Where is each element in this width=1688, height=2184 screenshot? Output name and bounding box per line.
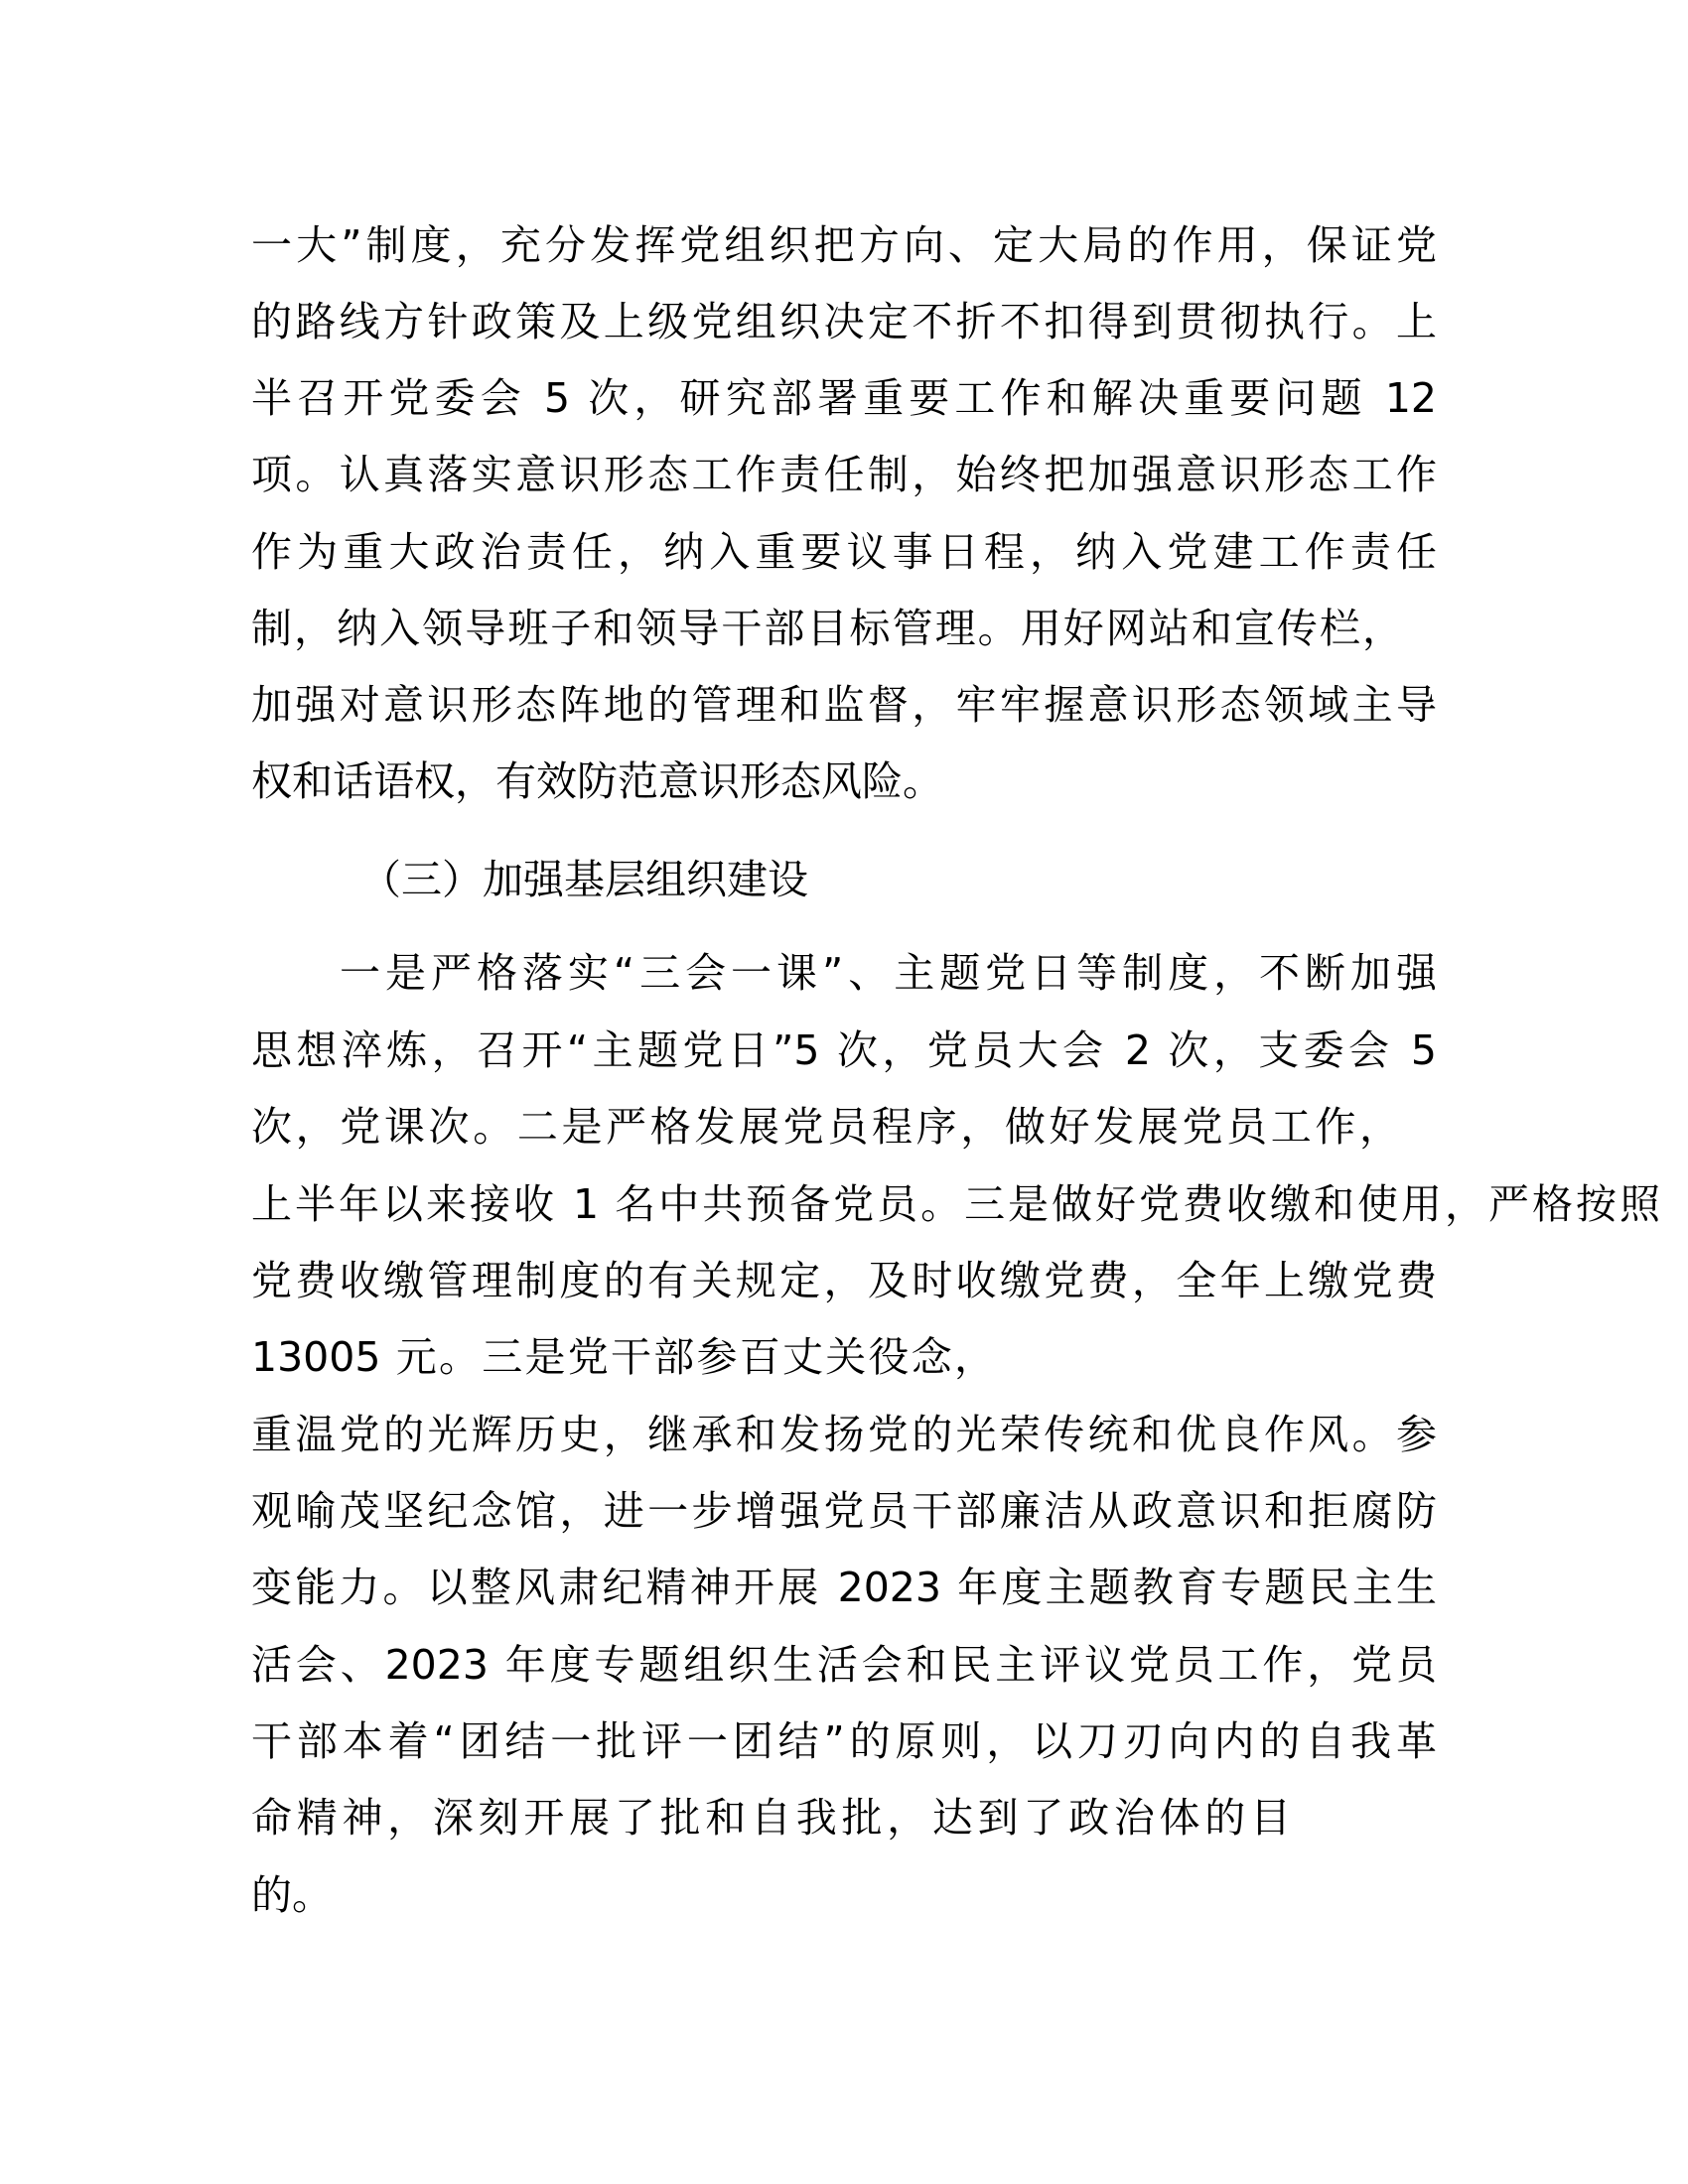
body-text-line: 命精神，深刻开展了批和自我批，达到了政治体的目 bbox=[251, 1794, 1291, 1842]
body-text-line: 作为重大政治责任，纳入重要议事日程，纳入党建工作责任 bbox=[251, 528, 1437, 576]
body-text-line: 变能力。以整风肃纪精神开展 2023 年度主题教育专题民主生 bbox=[251, 1564, 1437, 1611]
body-text-line: 思想淬炼，召开“主题党日”5 次，党员大会 2 次，支委会 5 bbox=[251, 1026, 1437, 1074]
body-text-line: 半召开党委会 5 次，研究部署重要工作和解决重要问题 12 bbox=[251, 374, 1437, 422]
body-text-line: 的路线方针政策及上级党组织决定不折不扣得到贯彻执行。上 bbox=[251, 298, 1437, 345]
body-text-line: 一是严格落实“三会一课”、主题党日等制度，不断加强 bbox=[340, 949, 1437, 997]
section-heading: （三）加强基层组织建设 bbox=[360, 856, 808, 903]
body-text-line: 一大”制度，充分发挥党组织把方向、定大局的作用，保证党 bbox=[251, 221, 1437, 269]
body-text-line: 党费收缴管理制度的有关规定，及时收缴党费，全年上缴党费 bbox=[251, 1257, 1437, 1304]
body-text-line: 活会、2023 年度专题组织生活会和民主评议党员工作，党员 bbox=[251, 1641, 1437, 1689]
body-text-line: 上半年以来接收 1 名中共预备党员。三是做好党费收缴和使用，严格按照 bbox=[251, 1180, 1660, 1228]
body-text-line: 项。认真落实意识形态工作责任制，始终把加强意识形态工作 bbox=[251, 451, 1437, 498]
body-text-line: 重温党的光辉历史，继承和发扬党的光荣传统和优良作风。参 bbox=[251, 1411, 1437, 1458]
body-text-line: 的。 bbox=[251, 1871, 333, 1919]
body-text-line: 制，纳入领导班子和领导干部目标管理。用好网站和宣传栏， bbox=[251, 605, 1403, 652]
body-text-line: 13005 元。三是党干部参百丈关役念， bbox=[251, 1333, 995, 1381]
body-text-line: 干部本着“团结一批评一团结”的原则，以刀刃向内的自我革 bbox=[251, 1717, 1437, 1765]
body-text-line: 次，党课次。二是严格发展党员程序，做好发展党员工作， bbox=[251, 1103, 1400, 1151]
body-text-line: 权和话语权，有效防范意识形态风险。 bbox=[251, 757, 943, 805]
body-text-line: 加强对意识形态阵地的管理和监督，牢牢握意识形态领域主导 bbox=[251, 681, 1437, 729]
body-text-line: 观喻茂坚纪念馆，进一步增强党员干部廉洁从政意识和拒腐防 bbox=[251, 1487, 1437, 1535]
